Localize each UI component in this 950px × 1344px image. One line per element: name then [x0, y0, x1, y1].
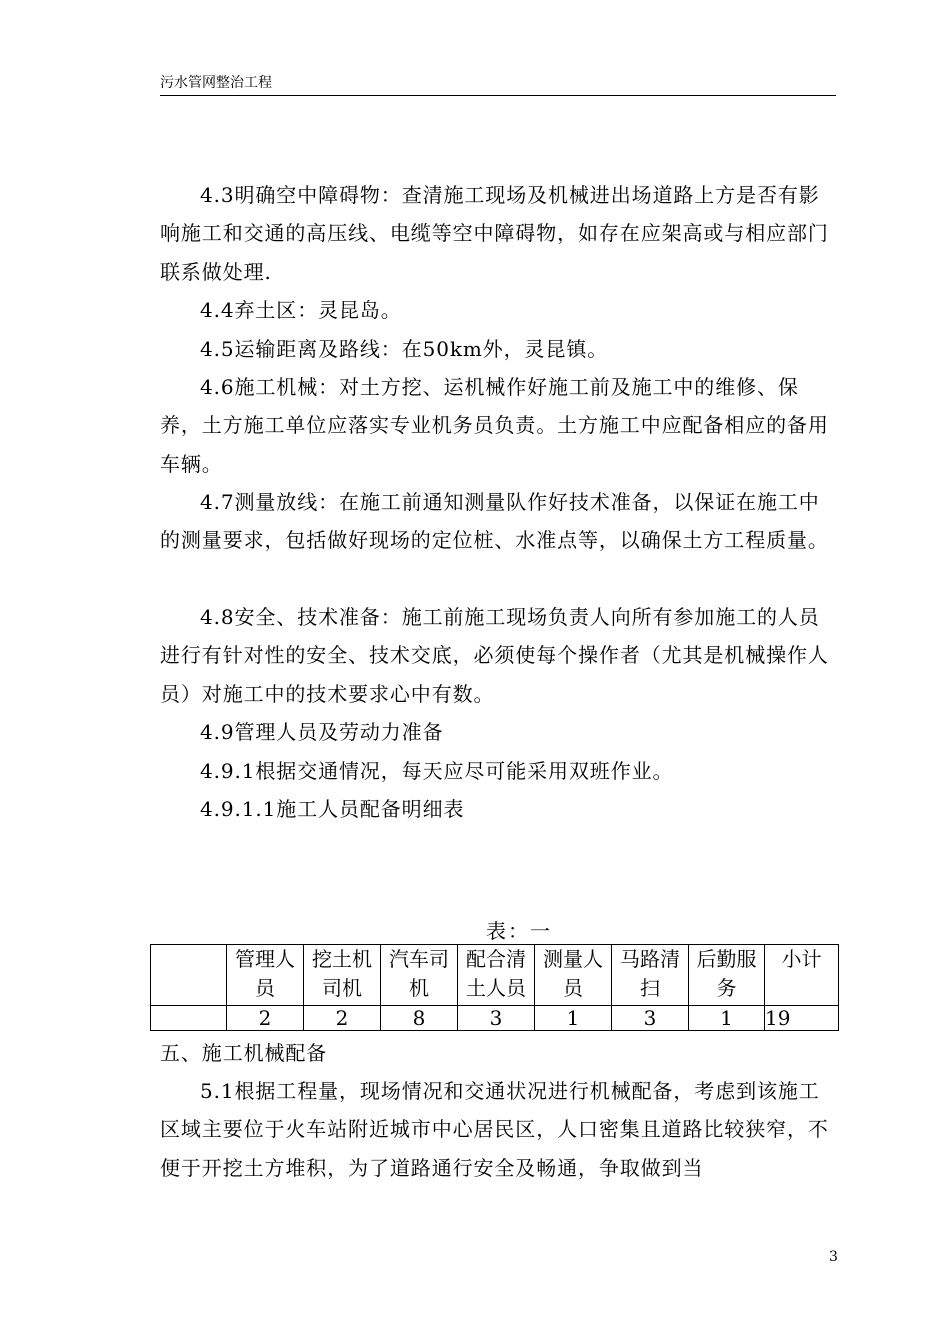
table-header-cell: 配合清土人员: [458, 945, 535, 1006]
table-cell: 3: [458, 1006, 535, 1031]
table-header-cell: 汽车司机: [381, 945, 458, 1006]
table-cell: 2: [227, 1006, 304, 1031]
table-cell: 2: [304, 1006, 381, 1031]
paragraph-4-5: 4.5运输距离及路线：在50km外，灵昆镇。: [200, 337, 609, 361]
paragraph-4-4: 4.4弃土区：灵昆岛。: [200, 298, 402, 322]
table-cell: 8: [381, 1006, 458, 1031]
paragraph-4-8: 4.8安全、技术准备：施工前施工现场负责人向所有参加施工的人员进行有针对性的安全、技术交底，必须使每个操作者（尤其是机械操作人员）对施工中的技术要求心中有数。: [160, 605, 829, 706]
section-5-heading: 五、施工机械配备: [160, 1041, 328, 1065]
table-header-cell: 测量人员: [535, 945, 612, 1006]
paragraph-4-9-1-1: 4.9.1.1施工人员配备明细表: [200, 797, 465, 821]
table-caption: 表：一: [486, 919, 552, 943]
table-header-cell: [151, 945, 227, 1006]
table-header-row: [151, 945, 839, 1006]
table-cell: [151, 1006, 227, 1031]
table-header-cell: 小计: [765, 945, 839, 1006]
page-header: 污水管网整治工程: [160, 74, 836, 96]
paragraph-4-6: 4.6施工机械：对土方挖、运机械作好施工前及施工中的维修、保养，土方施工单位应落实专业机务员负责。土方施工中应配备相应的备用车辆。: [160, 375, 829, 476]
staff-table: [150, 944, 839, 1031]
table-cell: 1: [689, 1006, 765, 1031]
paragraph-4-9: 4.9管理人员及劳动力准备: [200, 720, 444, 744]
table-cell: 1: [535, 1006, 612, 1031]
paragraph-5-1: 5.1根据工程量，现场情况和交通状况进行机械配备，考虑到该施工区域主要位于火车站附近城市中心居民区，人口密集且道路比较狭窄，不便于开挖土方堆积，为了道路通行安全及畅通，争取做到当: [160, 1079, 829, 1180]
table-header-cell: 马路清扫: [612, 945, 689, 1006]
table-header-cell: 后勤服务: [689, 945, 765, 1006]
paragraph-4-9-1: 4.9.1根据交通情况，每天应尽可能采用双班作业。: [200, 759, 674, 783]
table-header-cell: 挖土机司机: [304, 945, 381, 1006]
table-header-cell: 管理人员: [227, 945, 304, 1006]
table-cell-total: 19: [765, 1006, 839, 1031]
page-number: 3: [829, 1249, 838, 1265]
paragraph-4-7: 4.7测量放线：在施工前通知测量队作好技术准备，以保证在施工中的测量要求，包括做好现场的定位桩、水准点等，以确保土方工程质量。: [160, 490, 829, 553]
table-cell: 3: [612, 1006, 689, 1031]
table-row: [151, 1006, 839, 1031]
paragraph-4-3: 4.3明确空中障碍物：查清施工现场及机械进出场道路上方是否有影响施工和交通的高压线、电缆等空中障碍物，如存在应架高或与相应部门联系做处理.: [160, 183, 829, 284]
